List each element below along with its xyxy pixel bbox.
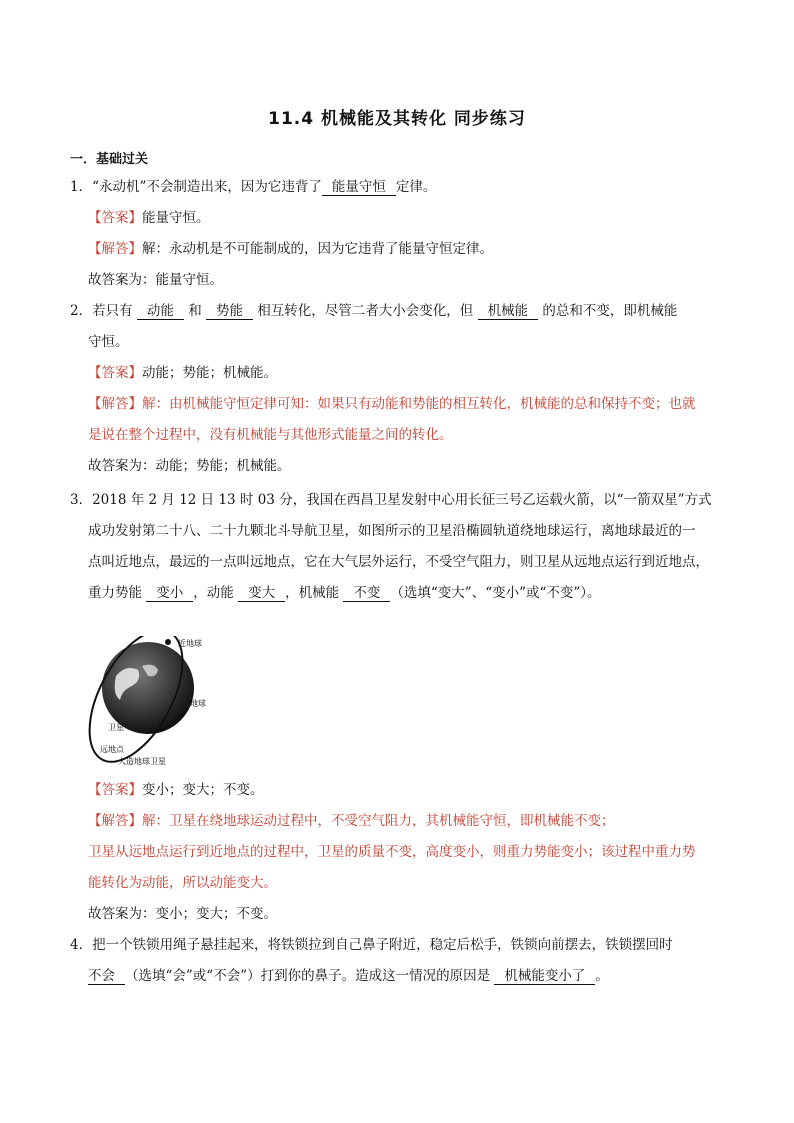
q2-line2: 守恒。 bbox=[88, 334, 129, 350]
analysis-label: 【解答】 bbox=[88, 241, 142, 257]
analysis-label: 【解答】 bbox=[88, 813, 142, 829]
q1-text-end: 定律。 bbox=[395, 179, 437, 195]
q3-text: ，机械能 bbox=[285, 585, 340, 601]
question-4: 4．把一个铁锁用绳子悬挂起来，将铁锁拉到自己鼻子附近，稳定后松手，铁锁向前摆去，铁锁摆回时 bbox=[70, 937, 673, 953]
q2-answer bbox=[88, 363, 277, 383]
q2-text: 的总和不变，即机械能 bbox=[542, 303, 678, 319]
answer-label: 【答案】 bbox=[88, 365, 142, 381]
q3-blank-1: 变小 bbox=[146, 585, 193, 602]
q3-analysis-3: 能转化为动能，所以动能变大。 bbox=[88, 875, 277, 891]
analysis-text: 解：永动机是不可能制成的，因为它违背了能量守恒定律。 bbox=[142, 241, 493, 257]
satellite-orbit-figure bbox=[86, 636, 226, 776]
figure-caption: 人造地球卫星 bbox=[118, 757, 166, 766]
question-2 bbox=[70, 301, 677, 321]
q1-analysis bbox=[88, 239, 493, 259]
q3-line2: 成功发射第二十八、二十九颗北斗导航卫星，如图所示的卫星沿椭圆轨道绕地球运行，离地球最近的一 bbox=[88, 523, 696, 539]
q3-analysis-2: 卫星从远地点运行到近地点的过程中，卫星的质量不变，高度变小，则重力势能变小；该过程中重力势 bbox=[88, 844, 696, 860]
q3-text: （选填“变大”、“变小”或“不变”）。 bbox=[390, 585, 601, 601]
q3-blank-3: 不变 bbox=[343, 585, 390, 602]
q1-answer bbox=[88, 208, 210, 228]
satellite-dot bbox=[165, 639, 171, 645]
q3-analysis bbox=[88, 811, 615, 831]
q4-blank-2: 机械能变小了 bbox=[494, 968, 595, 985]
q2-text: 相互转化，尽管二者大小会变化，但 bbox=[257, 303, 474, 319]
q3-text: 重力势能 bbox=[88, 585, 142, 601]
q3-final: 故答案为：变小；变大；不变。 bbox=[88, 906, 277, 922]
q4-text: （选填“会”或“不会”）打到你的鼻子。造成这一情况的原因是 bbox=[125, 968, 491, 984]
analysis-text: 解：由机械能守恒定律可知：如果只有动能和势能的相互转化，机械能的总和保持不变；也就 bbox=[142, 396, 696, 412]
q2-text: 和 bbox=[188, 303, 202, 319]
question-1 bbox=[70, 177, 436, 197]
answer-text: 能量守恒。 bbox=[142, 210, 210, 226]
answer-label: 【答案】 bbox=[88, 210, 142, 226]
q1-blank: 能量守恒 bbox=[322, 179, 396, 196]
q2-analysis bbox=[88, 394, 696, 414]
earth-label: 地球 bbox=[190, 699, 206, 708]
section-heading: 一．基础过关 bbox=[70, 152, 149, 167]
q2-blank-1: 动能 bbox=[137, 303, 184, 320]
analysis-label: 【解答】 bbox=[88, 396, 142, 412]
q4-blank-1: 不会 bbox=[88, 968, 125, 985]
q2-final: 故答案为：动能；势能；机械能。 bbox=[88, 458, 291, 474]
satellite-label: 卫星 bbox=[108, 723, 124, 732]
q3-blank-2: 变大 bbox=[238, 585, 285, 602]
analysis-text: 解：卫星在绕地球运动过程中，不受空气阻力，其机械能守恒，即机械能不变； bbox=[142, 813, 615, 829]
page-title: 11.4 机械能及其转化 同步练习 bbox=[268, 109, 526, 129]
q4-text-end: 。 bbox=[595, 968, 609, 984]
q2-analysis-2: 是说在整个过程中，没有机械能与其他形式能量之间的转化。 bbox=[88, 427, 453, 443]
question-3: 3．2018 年 2 月 12 日 13 时 03 分，我国在西昌卫星发射中心用长征三号乙运载火箭，以“一箭双星”方式 bbox=[70, 492, 712, 508]
q4-line2 bbox=[88, 966, 609, 986]
q2-blank-3: 机械能 bbox=[478, 303, 539, 320]
q2-text: 2．若只有 bbox=[70, 303, 133, 319]
answer-text: 变小；变大；不变。 bbox=[142, 782, 264, 798]
q2-blank-2: 势能 bbox=[206, 303, 253, 320]
far-point-label: 远地点 bbox=[100, 745, 124, 754]
near-label: 近地球 bbox=[178, 639, 202, 648]
q3-line3: 点叫近地点，最远的一点叫远地点，它在大气层外运行，不受空气阻力，则卫星从远地点运行到近地点， bbox=[88, 554, 709, 570]
answer-label: 【答案】 bbox=[88, 782, 142, 798]
answer-text: 动能；势能；机械能。 bbox=[142, 365, 277, 381]
q3-line4 bbox=[88, 583, 601, 603]
q1-final: 故答案为：能量守恒。 bbox=[88, 272, 223, 288]
q1-text: 1．“永动机”不会制造出来，因为它违背了 bbox=[70, 179, 322, 195]
q3-answer bbox=[88, 780, 264, 800]
q3-text: ，动能 bbox=[193, 585, 234, 601]
